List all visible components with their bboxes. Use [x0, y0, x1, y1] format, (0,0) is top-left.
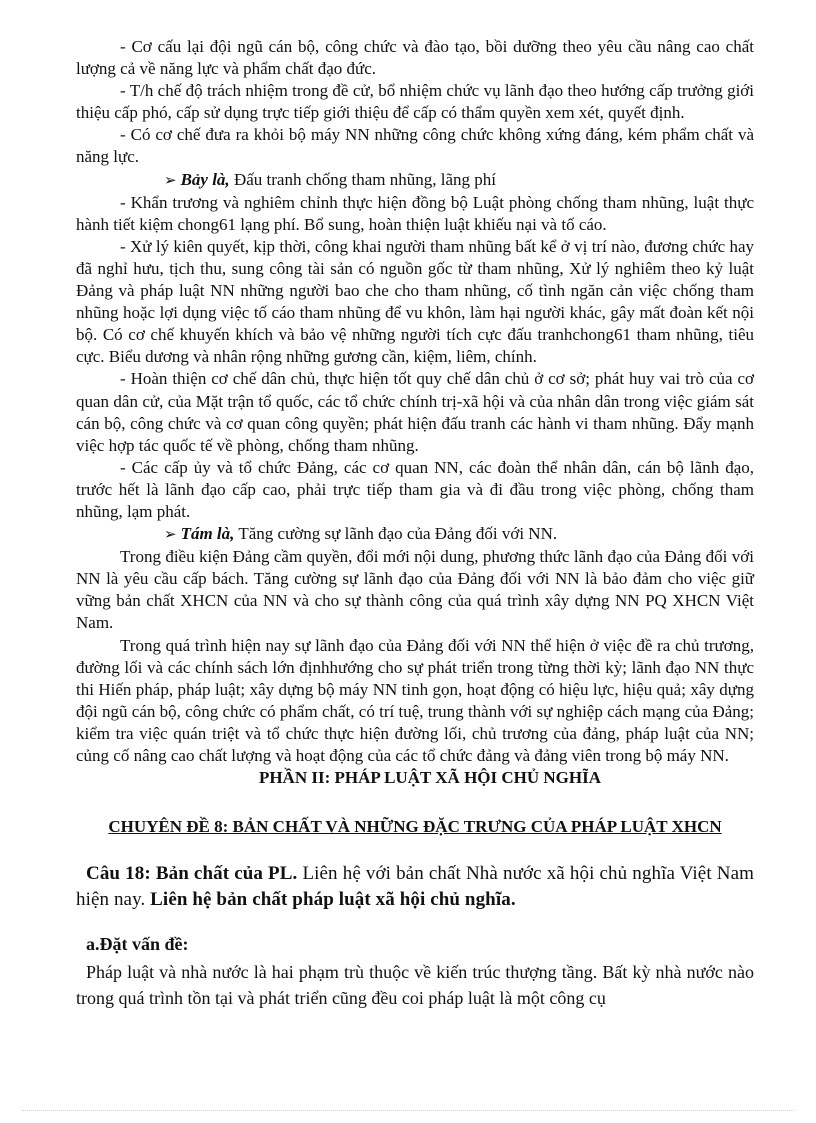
topic-title: CHUYÊN ĐỀ 8: BẢN CHẤT VÀ NHỮNG ĐẶC TRƯNG CỦA PHÁP LUẬT XHCN: [108, 817, 722, 837]
paragraph: Trong quá trình hiện nay sự lãnh đạo của Đảng đối với NN thể hiện ở việc đề ra chủ trương, đường lối và các chính sách lớn địnhhướng cho sự phát triển trong từng thời kỳ; lãnh đạo NN thực thi Hiến pháp, pháp luật; xây dựng bộ máy NN tinh gọn, hoạt động có hiệu lực, hiệu quả; xây dựng đội ngũ cán bộ, công chức có phẩm chất, có trí tuệ, trung thành với sự nghiệp cách mạng của Đảng; kiểm tra việc quán triệt và tổ chức thực hiện đường lối, chủ trương của đảng, pháp luật của NN; củng cố nâng cao chất lượng và hoạt động của các tổ chức đảng và đảng viên trong bộ máy NN.: [76, 635, 754, 765]
paragraph: - Các cấp ủy và tổ chức Đảng, các cơ quan NN, các đoàn thể nhân dân, cán bộ lãnh đạo, trước hết là lãnh đạo cấp cao, phải trực tiếp tham gia và đi đầu trong việc phòng, chống tham nhũng, lạm phát.: [76, 457, 754, 521]
paragraph: - Có cơ chế đưa ra khỏi bộ máy NN những công chức không xứng đáng, kém phẩm chất và năng lực.: [76, 125, 754, 167]
page-footer-divider: [22, 1110, 794, 1111]
question-text: Liên hệ với bản chất Nhà nước xã hội chủ nghĩa Việt Nam hiện nay.: [76, 863, 754, 911]
paragraph: Trong điều kiện Đảng cầm quyền, đổi mới nội dung, phương thức lãnh đạo của Đảng đối với NN là yêu cầu cấp bách. Tăng cường sự lãnh đạo của Đảng đối với NN là bảo đảm cho việc giữ vững bản chất XHCN của NN và cho sự thành công của quá trình xây dựng NN PQ XHCN Việt Nam.: [76, 547, 754, 633]
arrow-bullet-icon: ➢: [164, 172, 177, 189]
paragraph: - Khẩn trương và nghiêm chỉnh thực hiện đồng bộ Luật phòng chống tham nhũng, luật thực hành tiết kiệm chong61 lạng phí. Bổ sung, hoàn thiện luật khiếu nại và tố cáo.: [76, 192, 754, 234]
paragraph: - Xử lý kiên quyết, kịp thời, công khai người tham nhũng bất kể ở vị trí nào, đương chức hay đã nghỉ hưu, tịch thu, sung công tài sản có nguồn gốc từ tham nhũng, Xử lý nghiêm theo kỷ luật Đảng và pháp luật NN những người bao che cho tham nhũng, cố tình ngăn cản việc chống tham nhũng hoặc lợi dụng việc tố cáo tham nhũng để vu khôn, làm hại người khác, gây mất đoàn kết nội bộ. Có cơ chế khuyến khích và bảo vệ những người tích cực đấu tranhchong61 tham nhũng, tiêu cực. Biểu dương và nhân rộng những gương cần, kiệm, liêm, chính.: [76, 236, 754, 367]
document-page: [76, 36, 754, 1011]
heading-text: Đấu tranh chống tham nhũng, lãng phí: [229, 169, 496, 189]
heading-label: Bảy là,: [180, 169, 230, 189]
heading-bay-la: [76, 169, 754, 192]
paragraph: - Hoàn thiện cơ chế dân chủ, thực hiện tốt quy chế dân chủ ở cơ sở; phát huy vai trò của cơ quan dân cử, của Mặt trận tổ quốc, các tổ chức chính trị-xã hội và của nhân dân trong việc giám sát cán bộ, công chức và cơ quan công quyền; phát hiện đấu tranh các hành vi tham nhũng. Đẩy mạnh việc hợp tác quốc tế về phòng, chống tham nhũng.: [76, 369, 754, 455]
question-label: Câu 18: Bản chất của PL.: [86, 863, 298, 885]
section-a-heading: a.Đặt vấn đề:: [86, 934, 189, 955]
question-text-bold: Liên hệ bản chất pháp luật xã hội chủ nghĩa.: [145, 889, 516, 911]
arrow-bullet-icon: ➢: [164, 527, 177, 544]
part-title: PHẦN II: PHÁP LUẬT XÃ HỘI CHỦ NGHĨA: [258, 768, 602, 788]
heading-label: Tám là,: [180, 524, 235, 544]
heading-tam-la: [76, 523, 754, 546]
question-18: [76, 861, 754, 913]
paragraph: - T/h chế độ trách nhiệm trong đề cử, bổ nhiệm chức vụ lãnh đạo theo hướng cấp trưởng giới thiệu cấp phó, cấp sử dụng trực tiếp giới thiệu để cấp có thẩm quyền xem xét, quyết định.: [76, 81, 754, 123]
section-a-body: Pháp luật và nhà nước là hai phạm trù thuộc về kiến trúc thượng tầng. Bất kỳ nhà nước nào trong quá trình tồn tại và phát triển cũng đều coi pháp luật là một công cụ: [76, 962, 754, 1009]
paragraph: - Cơ cấu lại đội ngũ cán bộ, công chức và đào tạo, bồi dưỡng theo yêu cầu nâng cao chất lượng cả về năng lực và phẩm chất đạo đức.: [76, 37, 754, 79]
heading-text: Tăng cường sự lãnh đạo của Đảng đối với NN.: [234, 524, 558, 544]
